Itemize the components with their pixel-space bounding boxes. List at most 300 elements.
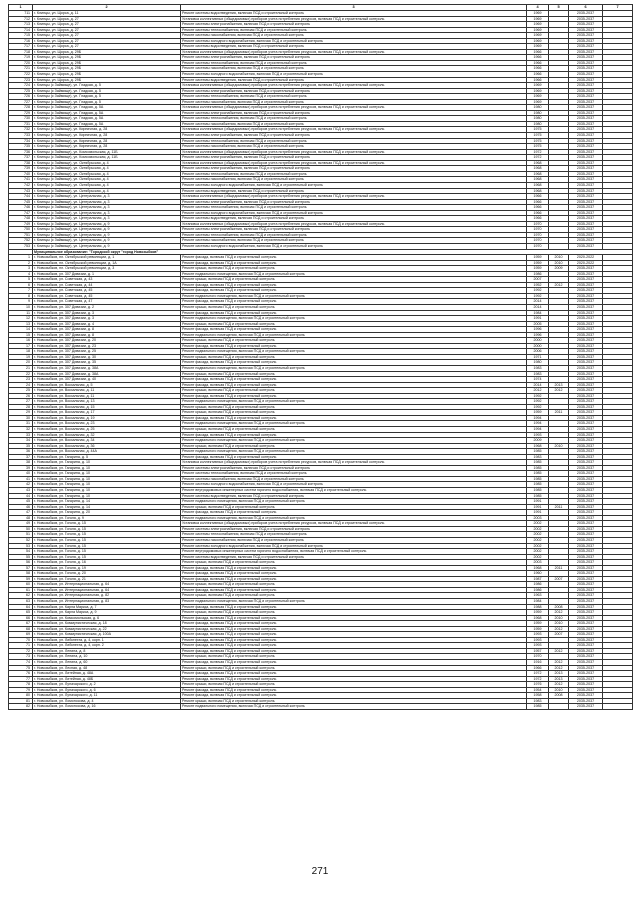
address-cell: г. Новозыбков, ул. Литейная, д. 48Б [33,676,181,682]
work-type-cell: Ремонт системы газоснабжения, включая ПСД и строительный контроль [181,66,527,72]
work-type-cell: Ремонт системы холодного водоснабжения, включая ПСД и строительный контроль [181,482,527,488]
year-built-cell: 2003 [527,560,549,566]
year-repair-cell: 2013 [549,671,569,677]
row-number: 9 [9,299,33,305]
work-type-cell: Ремонт системы газоснабжения, включая ПСД и строительный контроль [181,177,527,183]
address-cell: г. Новозыбков, ул. Гоголя, д. 15 [33,543,181,549]
table-row [9,243,633,249]
planned-period-cell: 2035-2037 [569,521,603,527]
row-number: 76 [9,671,33,677]
row-number: 728 [9,105,33,111]
row-number: 53 [9,543,33,549]
row-number: 27 [9,399,33,405]
planned-period-cell: 2035-2037 [569,243,603,249]
planned-period-cell: 2035-2037 [569,648,603,654]
work-type-cell: Ремонт системы водоотведения, включая ПСД и строительный контроль [181,554,527,560]
work-type-cell: Ремонт фасада, включая ПСД и строительный контроль [181,377,527,383]
planned-period-cell: 2035-2037 [569,621,603,627]
planned-period-cell: 2035-2037 [569,110,603,116]
address-cell: г. Новозыбков, ул. Гоголя, д. 19 [33,565,181,571]
work-type-cell: Ремонт системы электроснабжения, включая ПСД и строительный контроль [181,199,527,205]
address-cell: г. Клинцы, ул. Щорса, д. 27 [33,16,181,22]
work-type-cell: Установка коллективных (общедомовых) приборов учета потребления ресурсов, включая ПСД и строительный контроль [181,221,527,227]
year-built-cell: 1996 [527,332,549,338]
planned-period-cell: 2035-2037 [569,332,603,338]
row-number: 22 [9,371,33,377]
address-cell: г. Клинцы (с Займище), ул. Центральная, д. 9 [33,238,181,244]
planned-period-cell: 2035-2037 [569,221,603,227]
address-cell: г. Новозыбков, ул. 307 Дивизии, д. 35 [33,360,181,366]
year-built-cell: 1996 [527,327,549,333]
row-number: 32 [9,427,33,433]
work-type-cell: Ремонт крыши, включая ПСД и строительный контроль [181,593,527,599]
row-number: 13 [9,321,33,327]
work-type-cell: Ремонт фасада, включая ПСД и строительный контроль [181,565,527,571]
year-built-cell: 1971 [527,354,549,360]
year-built-cell: 1959 [527,610,549,616]
work-type-cell: Ремонт подвального помещения, включая ПСД и строительный контроль [181,366,527,372]
year-built-cell: 1980 [527,360,549,366]
work-type-cell: Ремонт крыши, включая ПСД и строительный контроль [181,371,527,377]
year-built-cell: 1975 [527,144,549,150]
address-cell: г. Новозыбков, ул. Коммунистическая, д. 22 [33,626,181,632]
year-built-cell: 1969 [527,94,549,100]
planned-period-cell: 2035-2037 [569,610,603,616]
planned-period-cell: 2035-2037 [569,205,603,211]
planned-period-cell: 2035-2037 [569,637,603,643]
work-type-cell: Ремонт подвального помещения, включая ПСД и строительный контроль [181,598,527,604]
year-built-cell: 1969 [527,99,549,105]
row-number: 42 [9,482,33,488]
year-built-cell: 2014 [527,382,549,388]
year-built-cell: 1966 [527,72,549,78]
year-built-cell: 1985 [527,471,549,477]
row-number: 24 [9,382,33,388]
work-type-cell: Ремонт фасада, включая ПСД и строительный контроль [181,576,527,582]
row-number: 59 [9,576,33,582]
year-built-cell: 1992 [527,293,549,299]
year-built-cell: 1991 [527,316,549,322]
address-cell: г. Клинцы (с Займище), ул. Октябрьская, д. 4 [33,160,181,166]
year-repair-cell: 2011 [549,410,569,416]
row-number: 52 [9,537,33,543]
work-type-cell: Ремонт фасада, включая ПСД и строительный контроль [181,360,527,366]
year-repair-cell: 2013 [549,382,569,388]
address-cell: г. Клинцы (с Займище), ул. Центральная, д. 3 [33,216,181,222]
work-type-cell: Ремонт фасада, включая ПСД и строительный контроль [181,310,527,316]
planned-period-cell: 2035-2037 [569,316,603,322]
address-cell: г. Новозыбков, ул. Гагарина, д. 14 [33,504,181,510]
work-type-cell: Ремонт подвального помещения, включая ПСД и строительный контроль [181,399,527,405]
work-type-cell: Ремонт системы теплоснабжения, включая ПСД и строительный контроль [181,532,527,538]
year-built-cell: 1985 [527,482,549,488]
planned-period-cell: 2035-2037 [569,698,603,704]
address-cell: г. Новозыбков, ул. Ломоносова, д. 4 [33,698,181,704]
row-number: 82 [9,704,33,710]
planned-period-cell: 2035-2037 [569,388,603,394]
row-number: 746 [9,205,33,211]
planned-period-cell: 2035-2037 [569,493,603,499]
address-cell: г. Клинцы (с Займище), ул. Центральная, д. 3 [33,210,181,216]
year-built-cell: 1968 [527,166,549,172]
row-number: 730 [9,116,33,122]
planned-period-cell: 2035-2037 [569,604,603,610]
row-number: 753 [9,243,33,249]
address-cell: г. Клинцы (с Займище), ул. Центральная, д. 3 [33,194,181,200]
address-cell: г. Клинцы (с Займище), ул. Октябрьская, д. 4 [33,188,181,194]
work-type-cell: Ремонт фасада, включая ПСД и строительный контроль [181,643,527,649]
row-number: 39 [9,465,33,471]
address-cell: г. Новозыбков, пл. Октябрьской революции, д. 1 [33,255,181,261]
year-built-cell: 1992 [527,399,549,405]
planned-period-cell: 2035-2037 [569,99,603,105]
planned-period-cell: 2035-2037 [569,626,603,632]
planned-period-cell: 2035-2037 [569,16,603,22]
address-cell: г. Новозыбков, ул. Интернациональная, д. 82 [33,593,181,599]
planned-period-cell: 2035-2037 [569,393,603,399]
row-number: 739 [9,166,33,172]
year-built-cell: 1966 [527,210,549,216]
row-number: 5 [9,277,33,283]
row-number: 11 [9,310,33,316]
year-built-cell: 1966 [527,205,549,211]
planned-period-cell: 2035-2037 [569,704,603,710]
row-number: 72 [9,648,33,654]
address-cell: г. Новозыбков, ул. Гагарина, д. 10 [33,460,181,466]
planned-period-cell: 2035-2037 [569,77,603,83]
address-cell: г. Новозыбков, ул. Вокзальная, д. 36 [33,443,181,449]
row-number: 33 [9,432,33,438]
row-number: 81 [9,698,33,704]
year-built-cell: 1980 [527,116,549,122]
address-cell: г. Клинцы, ул. Щорса, д. 29Б [33,60,181,66]
year-repair-cell: 2008 [549,693,569,699]
work-type-cell: Ремонт фасада, включая ПСД и строительный контроль [181,282,527,288]
work-type-cell: Ремонт системы электроснабжения, включая ПСД и строительный контроль [181,110,527,116]
row-number: 8 [9,293,33,299]
work-type-cell: Ремонт фасада, включая ПСД и строительный контроль [181,510,527,516]
row-number: 734 [9,138,33,144]
planned-period-cell: 2035-2037 [569,510,603,516]
year-built-cell: 1968 [527,171,549,177]
planned-period-cell: 2035-2037 [569,615,603,621]
row-number: 732 [9,127,33,133]
year-repair-cell: 2010 [549,443,569,449]
address-cell: г. Новозыбков, ул. 307 Дивизии, д. 4 [33,321,181,327]
page-number: 271 [311,866,329,877]
address-cell: г. Новозыбков, ул. Лесная, д. 48 [33,665,181,671]
year-built-cell: 1970 [527,238,549,244]
planned-period-cell: 2035-2037 [569,382,603,388]
row-number: 725 [9,88,33,94]
year-built-cell: 2002 [527,521,549,527]
work-type-cell: Ремонт системы электроснабжения, включая ПСД и строительный контроль [181,465,527,471]
row-number: 714 [9,27,33,33]
planned-period-cell: 2035-2037 [569,499,603,505]
address-cell: г. Клинцы (с Займище), ул. Центральная, д. 9 [33,243,181,249]
row-number: 729 [9,110,33,116]
work-type-cell: Ремонт фасада, включая ПСД и строительный контроль [181,671,527,677]
planned-period-cell: 2035-2037 [569,171,603,177]
col-3-header: 3 [181,5,527,11]
row-number: 46 [9,504,33,510]
year-built-cell: 1968 [527,565,549,571]
planned-period-cell: 2035-2037 [569,55,603,61]
address-cell: г. Новозыбков, ул. Гагарина, д. 20 [33,510,181,516]
row-number: 54 [9,549,33,555]
row-number: 17 [9,343,33,349]
year-built-cell: 1994 [527,415,549,421]
work-type-cell: Ремонт подвального помещения, включая ПСД и строительный контроль [181,449,527,455]
planned-period-cell: 2035-2037 [569,532,603,538]
year-built-cell: 1970 [527,221,549,227]
row-number: 63 [9,598,33,604]
work-type-cell: Установка коллективных (общедомовых) приборов учета потребления ресурсов, включая ПСД и строительный контроль [181,127,527,133]
year-built-cell: 2002 [527,526,549,532]
row-number: 745 [9,199,33,205]
work-type-cell: Ремонт фасада, включая ПСД и строительный контроль [181,571,527,577]
row-number: 65 [9,610,33,616]
planned-period-cell: 2035-2037 [569,22,603,28]
planned-period-cell: 2035-2037 [569,654,603,660]
row-number: 1 [9,255,33,261]
year-built-cell: 1972 [527,671,549,677]
row-number: 69 [9,632,33,638]
row-number: 12 [9,316,33,322]
address-cell: г. Новозыбков, ул. Вокзальная, д. 23 [33,421,181,427]
address-cell: г. Новозыбков, ул. Комсомольская, д. 6 [33,615,181,621]
planned-period-cell: 2035-2037 [569,266,603,272]
row-number: 51 [9,532,33,538]
work-type-cell: Ремонт фасада, включая ПСД и строительный контроль [181,637,527,643]
address-cell: г. Клинцы (с Займище), ул. Гладкая, д. 5 [33,99,181,105]
year-repair-cell: 2009 [549,266,569,272]
year-built-cell: 1970 [527,232,549,238]
row-number: 48 [9,515,33,521]
work-type-cell: Ремонт системы холодного водоснабжения, включая ПСД и строительный контроль [181,72,527,78]
row-number: 722 [9,72,33,78]
year-built-cell: 1994 [527,421,549,427]
table-row [9,127,633,133]
row-number: 28 [9,404,33,410]
year-built-cell: 1966 [527,77,549,83]
row-number: 743 [9,188,33,194]
address-cell: г. Новозыбков, ул. Вокзальная, д. 32 [33,432,181,438]
address-cell: г. Новозыбков, ул. Интернациональная, д. 64 [33,582,181,588]
work-type-cell: Ремонт системы газоснабжения, включая ПСД и строительный контроль [181,238,527,244]
work-type-cell: Ремонт системы газоснабжения, включая ПСД и строительный контроль [181,33,527,39]
address-cell: г. Новозыбков, ул. Интернациональная, д. 83 [33,598,181,604]
address-cell: г. Новозыбков, ул. Луначарского, д. 2 [33,682,181,688]
address-cell: г. Новозыбков, ул. Вокзальная, д. 15 [33,404,181,410]
year-repair-cell [549,704,569,710]
row-number: 14 [9,327,33,333]
year-built-cell: 2002 [527,543,549,549]
row-number: 78 [9,682,33,688]
year-built-cell: 1969 [527,88,549,94]
address-cell: г. Новозыбков, ул. Вокзальная, д. 11 [33,393,181,399]
work-type-cell: Ремонт фасада, включая ПСД и строительный контроль [181,432,527,438]
address-cell: г. Новозыбков, ул. 307 Дивизии, д. 2 [33,304,181,310]
row-number: 20 [9,360,33,366]
work-type-cell: Ремонт крыши, включая ПСД и строительный контроль [181,654,527,660]
address-cell: г. Новозыбков, ул. Советская, д. 44 [33,282,181,288]
address-cell: г. Новозыбков, ул. 307 Дивизии, д. 3 [33,310,181,316]
work-type-cell: Ремонт фасада, включая ПСД и строительный контроль [181,454,527,460]
year-built-cell: 1966 [527,199,549,205]
year-built-cell: 1985 [527,465,549,471]
work-type-cell: Ремонт системы водоотведения, включая ПСД и строительный контроль [181,11,527,17]
address-cell: г. Новозыбков, ул. Луначарского, д. 11 [33,693,181,699]
municipality-title: Муниципальное образование: "Городской округ "город Новозыбков" [33,249,633,255]
address-cell: г. Клинцы (с Займище), ул. Гладкая, д. 5 [33,88,181,94]
row-number: 736 [9,149,33,155]
blank-cell [603,704,633,710]
row-number: 62 [9,593,33,599]
work-type-cell: Ремонт фасада, включая ПСД и строительный контроль [181,415,527,421]
planned-period-cell: 2035-2037 [569,116,603,122]
work-type-cell: Ремонт фасада, включая ПСД и строительный контроль [181,288,527,294]
address-cell: г. Клинцы (с Займище), ул. Октябрьская, д. 4 [33,171,181,177]
address-cell: г. Новозыбков, ул. Вокзальная, д. 34 [33,438,181,444]
year-built-cell: 1969 [527,16,549,22]
row-number: 79 [9,687,33,693]
planned-period-cell: 2035-2037 [569,94,603,100]
work-type-cell: Ремонт системы водоотведения, включая ПСД и строительный контроль [181,493,527,499]
col-6-header: 6 [569,5,603,11]
planned-period-cell: 2035-2037 [569,476,603,482]
row-number: 727 [9,99,33,105]
row-number: 71 [9,643,33,649]
row-number: 35 [9,443,33,449]
year-built-cell: 1966 [527,194,549,200]
address-cell: г. Клинцы, ул. Щорса, д. 29Б [33,72,181,78]
planned-period-cell: 2035-2037 [569,349,603,355]
work-type-cell: Ремонт крыши, включая ПСД и строительный контроль [181,443,527,449]
work-type-cell: Ремонт фасада, включая ПСД и строительный контроль [181,327,527,333]
col-2-header: 2 [33,5,181,11]
planned-period-cell: 2035-2037 [569,454,603,460]
planned-period-cell: 2035-2037 [569,227,603,233]
row-number: 712 [9,16,33,22]
table-row [9,182,633,188]
year-built-cell: 1975 [527,133,549,139]
planned-period-cell: 2035-2037 [569,138,603,144]
work-type-cell: Ремонт фасада, включая ПСД и строительный контроль [181,587,527,593]
year-built-cell: 1954 [527,687,549,693]
row-number: 55 [9,554,33,560]
planned-period-cell: 2035-2037 [569,371,603,377]
year-built-cell: 1994 [527,427,549,433]
year-repair-cell: 2007 [549,576,569,582]
year-built-cell: 1969 [527,83,549,89]
year-built-cell: 2002 [527,549,549,555]
row-number: 719 [9,55,33,61]
planned-period-cell: 2035-2037 [569,188,603,194]
work-type-cell: Ремонт фасада, включая ПСД и строительный контроль [181,676,527,682]
planned-period-cell: 2035-2037 [569,587,603,593]
row-number: 75 [9,665,33,671]
address-cell: г. Клинцы, ул. Щорса, д. 11 [33,11,181,17]
address-cell: г. Новозыбков, ул. Гоголя, д. 21 [33,576,181,582]
address-cell: г. Новозыбков, ул. Гагарина, д. 10 [33,488,181,494]
work-type-cell: Ремонт системы теплоснабжения, включая ПСД и строительный контроль [181,116,527,122]
address-cell: г. Клинцы (с Займище), ул. Октябрьская, д. 4 [33,177,181,183]
row-number: 64 [9,604,33,610]
row-number: 3 [9,266,33,272]
address-cell: г. Новозыбков, ул. 307 Дивизии, д. 20 [33,338,181,344]
planned-period-cell: 2035-2037 [569,38,603,44]
planned-period-cell: 2035-2037 [569,33,603,39]
address-cell: г. Новозыбков, пл. Октябрьской революции, д. 3 [33,266,181,272]
year-built-cell: 2007 [527,277,549,283]
planned-period-cell: 2035-2037 [569,277,603,283]
address-cell: г. Новозыбков, ул. Интернациональная, д. 64 [33,587,181,593]
year-built-cell: 1970 [527,243,549,249]
row-number: 77 [9,676,33,682]
address-cell: г. Клинцы (с Займище), ул. Центральная, д. 9 [33,227,181,233]
address-cell: г. Новозыбков, ул. Вокзальная, д. 11 [33,388,181,394]
year-built-cell: 1993 [527,643,549,649]
work-type-cell: Ремонт фасада, включая ПСД и строительный контроль [181,299,527,305]
planned-period-cell: 2035-2037 [569,676,603,682]
planned-period-cell: 2035-2037 [569,571,603,577]
planned-period-cell: 2035-2037 [569,83,603,89]
row-number: 44 [9,493,33,499]
year-built-cell: 1969 [527,27,549,33]
address-cell: г. Новозыбков, ул. Гагарина, д. 5 [33,454,181,460]
address-cell: г. Новозыбков, ул. 307 Дивизии, д. 25 [33,349,181,355]
address-cell: г. Новозыбков, ул. 307 Дивизии, д. 8 [33,332,181,338]
planned-period-cell: 2035-2037 [569,687,603,693]
year-built-cell: 1984 [527,310,549,316]
planned-period-cell: 2035-2037 [569,427,603,433]
row-number: 36 [9,449,33,455]
work-type-cell: Ремонт системы газоснабжения, включая ПСД и строительный контроль [181,144,527,150]
year-built-cell: 1993 [527,637,549,643]
row-number: 21 [9,366,33,372]
year-repair-cell: 2008 [549,604,569,610]
address-cell: г. Клинцы (с Займище), ул. Центральная, д. 3 [33,199,181,205]
work-type-cell: Установка коллективных (общедомовых) приборов учета потребления ресурсов, включая ПСД и строительный контроль [181,83,527,89]
year-built-cell: 1966 [527,60,549,66]
year-repair-cell: 2012 [549,659,569,665]
work-type-cell: Ремонт системы водоотведения, включая ПСД и строительный контроль [181,44,527,50]
row-number: 724 [9,83,33,89]
row-number: 720 [9,60,33,66]
row-number: 31 [9,421,33,427]
col-1-header: 1 [9,5,33,11]
work-type-cell: Ремонт системы водоотведения, включая ПСД и строительный контроль [181,77,527,83]
planned-period-cell: 2035-2037 [569,216,603,222]
col-4-header: 4 [527,5,549,11]
work-type-cell: Ремонт системы теплоснабжения, включая ПСД и строительный контроль [181,171,527,177]
row-number: 29 [9,410,33,416]
year-built-cell: 1968 [527,177,549,183]
work-type-cell: Ремонт системы электроснабжения, включая ПСД и строительный контроль [181,22,527,28]
planned-period-cell: 2035-2037 [569,593,603,599]
work-type-cell: Ремонт системы газоснабжения, включая ПСД и строительный контроль [181,121,527,127]
table-row [9,149,633,155]
planned-period-cell: 2035-2037 [569,66,603,72]
year-built-cell: 2000 [527,338,549,344]
year-repair-cell: 2010 [549,255,569,261]
address-cell: г. Новозыбков, ул. Советская, д. 47 [33,299,181,305]
address-cell: г. Клинцы (с Займище), ул. Кирпичная, д. 28 [33,144,181,150]
planned-period-cell: 2035-2037 [569,576,603,582]
planned-period-cell: 2020-2022 [569,260,603,266]
row-number: 19 [9,354,33,360]
